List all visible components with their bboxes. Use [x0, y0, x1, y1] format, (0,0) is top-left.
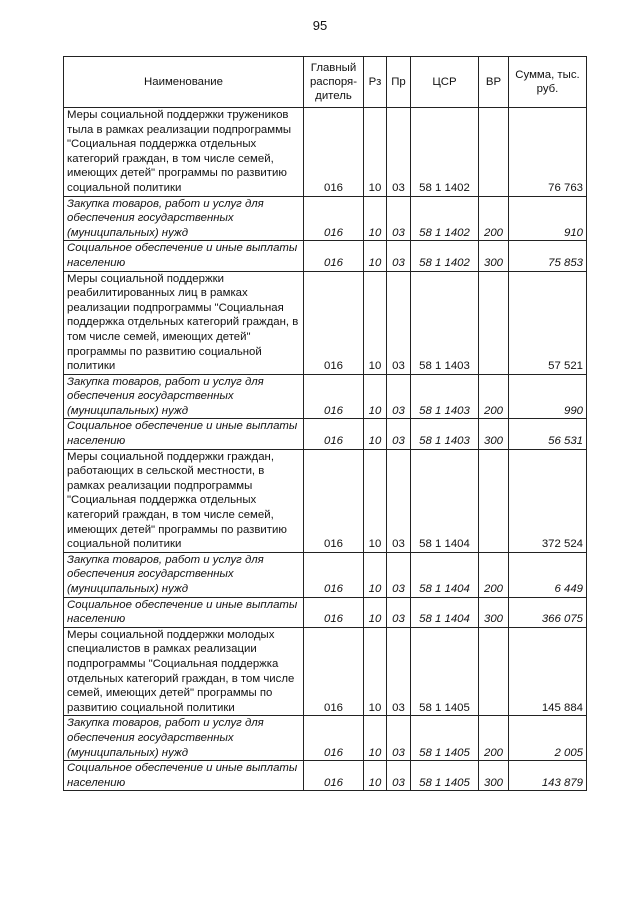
row-pr: 03 — [387, 108, 411, 197]
table-row — [64, 241, 587, 271]
row-grbs: 016 — [304, 419, 364, 449]
row-name: Социальное обеспечение и иные выплаты населению — [64, 419, 304, 449]
table-row — [64, 597, 587, 627]
row-name: Меры социальной поддержки молодых специалистов в рамках реализации подпрограммы "Социальная поддержка отдельных категорий граждан, в том числе семей, имеющих детей" программы по развитию социальной политики — [64, 627, 304, 716]
row-csr: 58 1 1404 — [411, 552, 479, 597]
table-row — [64, 374, 587, 419]
row-name: Меры социальной поддержки реабилитированных лиц в рамках реализации подпрограммы "Социальная поддержка отдельных категорий граждан, в том числе семей, имеющих детей" программы по развитию социальной политики — [64, 271, 304, 374]
row-rz: 10 — [364, 761, 387, 791]
row-vr: 300 — [479, 419, 509, 449]
row-csr: 58 1 1405 — [411, 716, 479, 761]
row-sum: 6 449 — [509, 552, 587, 597]
row-csr: 58 1 1404 — [411, 449, 479, 552]
row-pr: 03 — [387, 374, 411, 419]
table-row — [64, 552, 587, 597]
row-pr: 03 — [387, 597, 411, 627]
row-rz: 10 — [364, 271, 387, 374]
row-pr: 03 — [387, 196, 411, 241]
header-sum: Сумма, тыс. руб. — [509, 57, 587, 108]
table-row — [64, 419, 587, 449]
row-name: Меры социальной поддержки граждан, работающих в сельской местности, в рамках реализации подпрограммы "Социальная поддержка отдельных категорий граждан, в том числе семей, имеющих детей" программы по развитию социальной политики — [64, 449, 304, 552]
row-rz: 10 — [364, 108, 387, 197]
row-vr — [479, 271, 509, 374]
row-rz: 10 — [364, 597, 387, 627]
row-grbs: 016 — [304, 716, 364, 761]
header-grbs: Главный распоря-дитель — [304, 57, 364, 108]
row-csr: 58 1 1403 — [411, 374, 479, 419]
row-grbs: 016 — [304, 271, 364, 374]
table-row — [64, 271, 587, 374]
row-pr: 03 — [387, 271, 411, 374]
row-grbs: 016 — [304, 627, 364, 716]
row-rz: 10 — [364, 419, 387, 449]
row-vr — [479, 449, 509, 552]
row-sum: 372 524 — [509, 449, 587, 552]
table-row — [64, 449, 587, 552]
row-pr: 03 — [387, 241, 411, 271]
row-sum: 57 521 — [509, 271, 587, 374]
row-sum: 990 — [509, 374, 587, 419]
row-sum: 56 531 — [509, 419, 587, 449]
header-name: Наименование — [64, 57, 304, 108]
table-row — [64, 761, 587, 791]
row-csr: 58 1 1403 — [411, 271, 479, 374]
row-csr: 58 1 1405 — [411, 761, 479, 791]
row-grbs: 016 — [304, 449, 364, 552]
row-rz: 10 — [364, 374, 387, 419]
row-vr: 300 — [479, 761, 509, 791]
row-vr — [479, 627, 509, 716]
row-sum: 145 884 — [509, 627, 587, 716]
header-rz: Рз — [364, 57, 387, 108]
row-rz: 10 — [364, 716, 387, 761]
row-vr: 200 — [479, 552, 509, 597]
row-grbs: 016 — [304, 761, 364, 791]
row-grbs: 016 — [304, 552, 364, 597]
row-vr: 200 — [479, 716, 509, 761]
row-rz: 10 — [364, 552, 387, 597]
row-rz: 10 — [364, 196, 387, 241]
row-pr: 03 — [387, 419, 411, 449]
row-name: Закупка товаров, работ и услуг для обеспечения государственных (муниципальных) нужд — [64, 196, 304, 241]
header-pr: Пр — [387, 57, 411, 108]
row-grbs: 016 — [304, 196, 364, 241]
row-grbs: 016 — [304, 374, 364, 419]
row-rz: 10 — [364, 627, 387, 716]
row-grbs: 016 — [304, 241, 364, 271]
table-row — [64, 627, 587, 716]
row-csr: 58 1 1402 — [411, 196, 479, 241]
row-grbs: 016 — [304, 108, 364, 197]
table-row — [64, 716, 587, 761]
row-name: Социальное обеспечение и иные выплаты населению — [64, 761, 304, 791]
row-rz: 10 — [364, 449, 387, 552]
row-sum: 366 075 — [509, 597, 587, 627]
header-vr: ВР — [479, 57, 509, 108]
row-sum: 75 853 — [509, 241, 587, 271]
row-pr: 03 — [387, 552, 411, 597]
budget-table — [63, 56, 587, 791]
row-pr: 03 — [387, 449, 411, 552]
row-sum: 76 763 — [509, 108, 587, 197]
row-name: Социальное обеспечение и иные выплаты населению — [64, 597, 304, 627]
table-row — [64, 108, 587, 197]
row-pr: 03 — [387, 627, 411, 716]
row-name: Закупка товаров, работ и услуг для обеспечения государственных (муниципальных) нужд — [64, 552, 304, 597]
row-csr: 58 1 1402 — [411, 108, 479, 197]
page-number: 95 — [312, 18, 328, 33]
row-name: Меры социальной поддержки тружеников тыла в рамках реализации подпрограммы "Социальная поддержка отдельных категорий граждан, в том числе семей, имеющих детей" программы по развитию социальной политики — [64, 108, 304, 197]
row-grbs: 016 — [304, 597, 364, 627]
row-pr: 03 — [387, 761, 411, 791]
row-name: Социальное обеспечение и иные выплаты населению — [64, 241, 304, 271]
row-vr: 200 — [479, 374, 509, 419]
row-csr: 58 1 1404 — [411, 597, 479, 627]
table-row — [64, 196, 587, 241]
row-vr: 300 — [479, 597, 509, 627]
header-row — [64, 57, 587, 108]
row-name: Закупка товаров, работ и услуг для обеспечения государственных (муниципальных) нужд — [64, 716, 304, 761]
row-rz: 10 — [364, 241, 387, 271]
row-csr: 58 1 1403 — [411, 419, 479, 449]
row-vr: 200 — [479, 196, 509, 241]
row-sum: 910 — [509, 196, 587, 241]
row-pr: 03 — [387, 716, 411, 761]
row-csr: 58 1 1402 — [411, 241, 479, 271]
row-sum: 2 005 — [509, 716, 587, 761]
row-csr: 58 1 1405 — [411, 627, 479, 716]
row-sum: 143 879 — [509, 761, 587, 791]
row-name: Закупка товаров, работ и услуг для обеспечения государственных (муниципальных) нужд — [64, 374, 304, 419]
row-vr: 300 — [479, 241, 509, 271]
row-vr — [479, 108, 509, 197]
header-csr: ЦСР — [411, 57, 479, 108]
